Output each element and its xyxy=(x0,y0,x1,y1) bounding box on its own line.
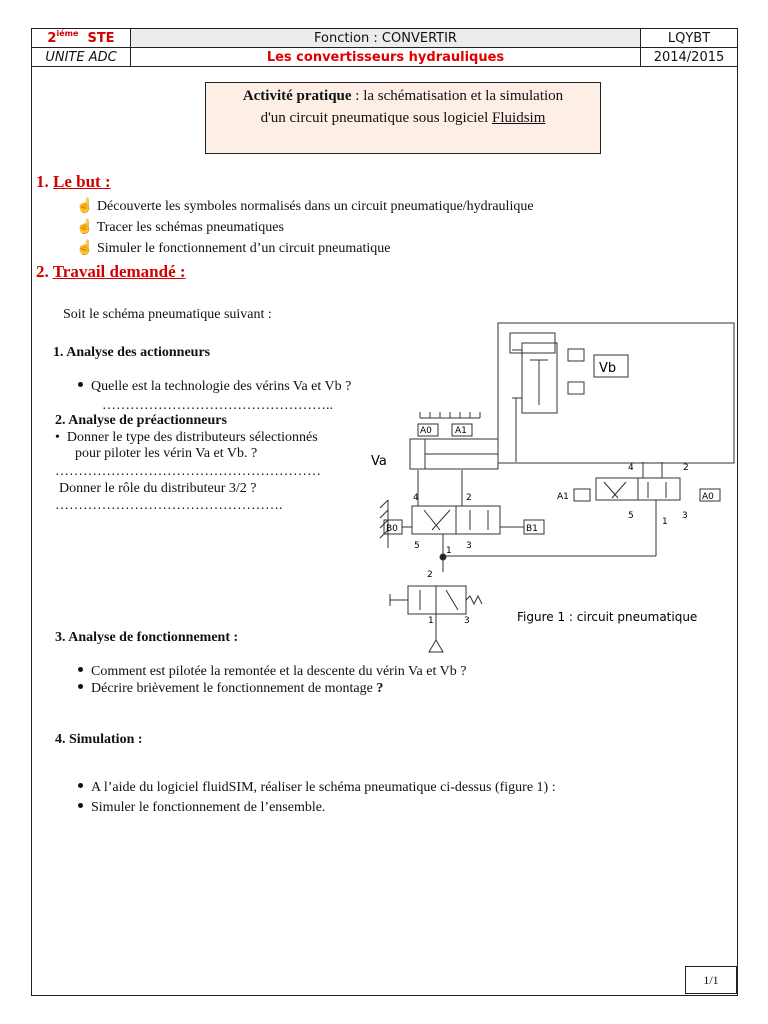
school-cell: LQYBT xyxy=(641,29,738,48)
port-4-vb: 4 xyxy=(628,463,634,473)
port-2-start: 2 xyxy=(427,570,433,580)
question-2a: • Donner le type des distributeurs sélectionnés xyxy=(55,430,318,445)
subsection-2-title: 2. Analyse de préactionneurs xyxy=(55,413,227,428)
subsection-1-title: 1. Analyse des actionneurs xyxy=(53,345,211,360)
hand-icon: ☝ xyxy=(76,220,94,235)
figure-caption: Figure 1 : circuit pneumatique xyxy=(517,610,698,624)
hand-icon: ☝ xyxy=(76,199,94,214)
section2-heading: 2. Travail demandé : xyxy=(36,262,186,281)
goal-item-1: ☝ Découverte les symboles normalisés dans un circuit pneumatique/hydraulique xyxy=(76,199,534,214)
hand-icon: ☝ xyxy=(76,241,94,256)
va-label: Va xyxy=(371,454,387,469)
goal-item-3: ☝ Simuler le fonctionnement d’un circuit pneumatique xyxy=(76,241,391,256)
a0-valve-label: A0 xyxy=(702,492,714,502)
activity-box: Activité pratique : la schématisation et la simulation d'un circuit pneumatique sous logiciel Fluidsim xyxy=(205,82,601,154)
intro-text: Soit le schéma pneumatique suivant : xyxy=(63,307,272,322)
page-number: 1/1 xyxy=(685,966,737,994)
question-3b: Décrire brièvement le fonctionnement de montage ? xyxy=(78,681,383,697)
goal-item-2: ☝ Tracer les schémas pneumatiques xyxy=(76,220,284,235)
question-3a: Comment est pilotée la remontée et la descente du vérin Va et Vb ? xyxy=(78,664,466,680)
section1-heading: 1. Le but : xyxy=(36,172,111,191)
a0-label: A0 xyxy=(420,426,432,436)
function-cell: Fonction : CONVERTIR xyxy=(131,29,641,48)
a1-label: A1 xyxy=(455,426,467,436)
port-3-vb: 3 xyxy=(682,511,688,521)
port-3-va: 3 xyxy=(466,541,472,551)
vb-sensor-top xyxy=(568,349,584,361)
task-4a: A l’aide du logiciel fluidSIM, réaliser le schéma pneumatique ci-dessus (figure 1) : xyxy=(78,780,556,796)
port-5-va: 5 xyxy=(414,541,420,551)
port-5-vb: 5 xyxy=(628,511,634,521)
doc-title: Les convertisseurs hydrauliques xyxy=(131,48,641,67)
year-cell: 2014/2015 xyxy=(641,48,738,67)
question-2b: Donner le rôle du distributeur 3/2 ? xyxy=(59,481,257,496)
answer-dots-1: ………………………………………….. xyxy=(102,398,333,413)
b0-label: B0 xyxy=(386,524,398,534)
vb-sensor-bottom xyxy=(568,382,584,394)
a1-box xyxy=(574,489,590,501)
b1-label: B1 xyxy=(526,524,538,534)
vb-label: Vb xyxy=(599,361,617,376)
fluidsim-link: Fluidsim xyxy=(492,110,546,126)
port-4-va: 4 xyxy=(413,493,419,503)
task-4b: Simuler le fonctionnement de l’ensemble. xyxy=(78,800,325,816)
question-2a-cont: pour piloter les vérin Va et Vb. ? xyxy=(75,446,258,461)
port-1-vb: 1 xyxy=(662,517,668,527)
unit-cell: UNITE ADC xyxy=(32,48,131,67)
vb-frame xyxy=(498,323,734,463)
answer-dots-3: …………………………………………. xyxy=(55,498,283,513)
port-3-start: 3 xyxy=(464,616,470,626)
port-1-va: 1 xyxy=(446,546,452,556)
port-1-start: 1 xyxy=(428,616,434,626)
subsection-3-title: 3. Analyse de fonctionnement : xyxy=(55,630,239,645)
port-2-vb: 2 xyxy=(683,463,689,473)
a1-valve-label: A1 xyxy=(557,492,569,502)
question-1: Quelle est la technologie des vérins Va et Vb ? xyxy=(78,379,351,395)
answer-dots-2: ………………………………………………… xyxy=(55,464,321,479)
subsection-4-title: 4. Simulation : xyxy=(55,732,143,747)
level-cell: $2^{iéme}$ STE xyxy=(32,29,131,48)
port-2-va: 2 xyxy=(466,493,472,503)
